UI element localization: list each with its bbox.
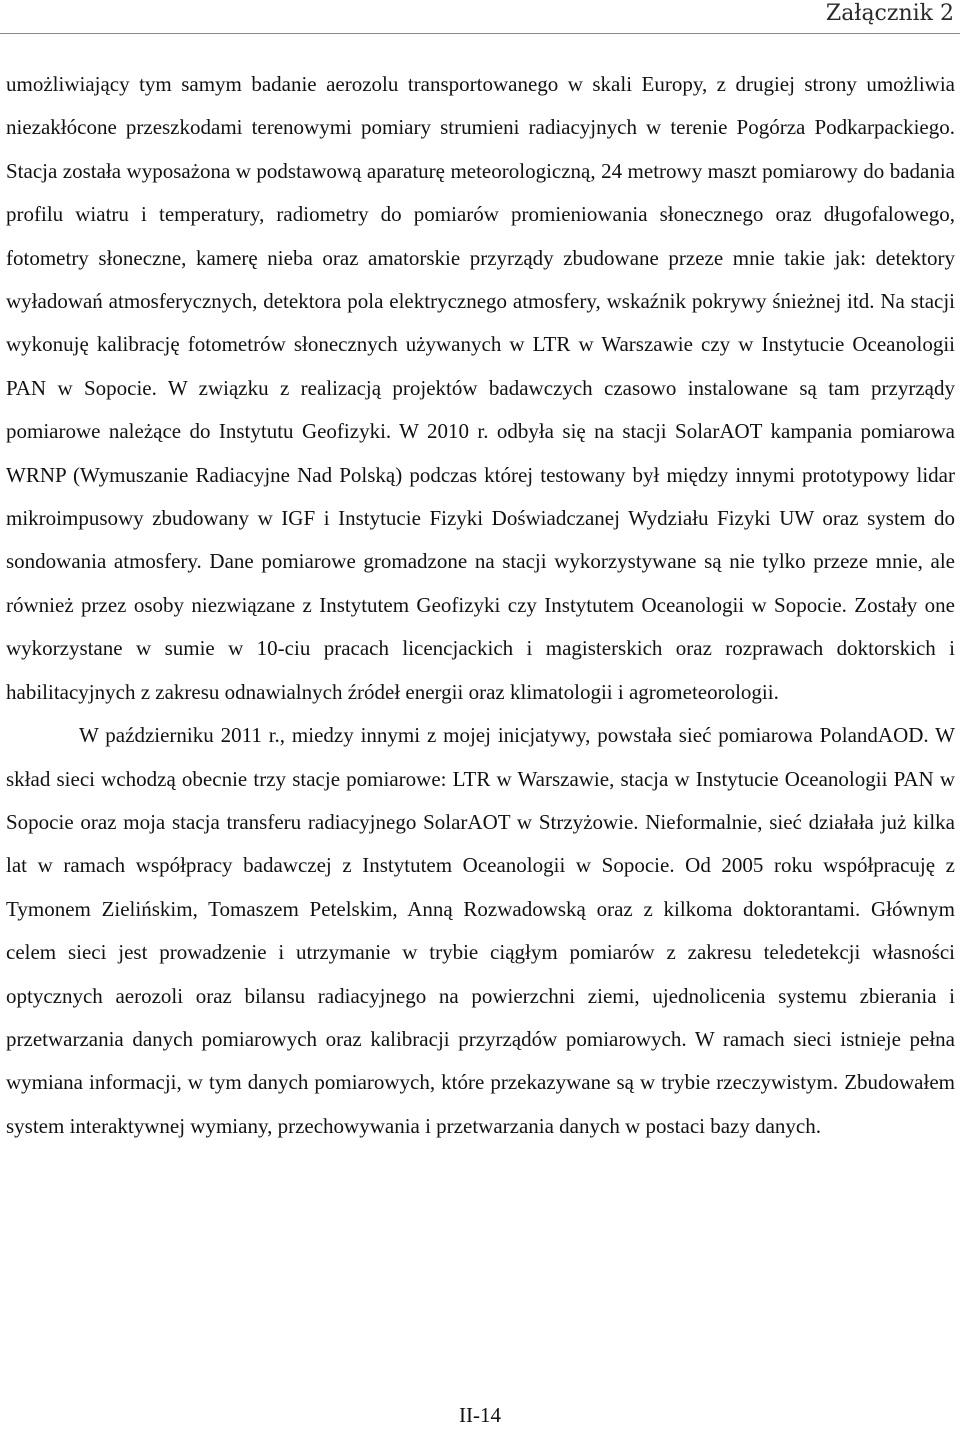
- paragraph: W październiku 2011 r., miedzy innymi z mojej inicjatywy, powstała sieć pomiarowa PolandAOD. W skład sieci wchodzą obecnie trzy stacje pomiarowe: LTR w Warszawie, stacja w Instytucie Oceanologii PAN w Sopocie oraz moja stacja transferu radiacyjnego SolarAOT w Strzyżowie. Nieformalnie, sieć działała już kilka lat w ramach współpracy badawczej z Instytutem Oceanologii w Sopocie. Od 2005 roku współpracuję z Tymonem Zielińskim, Tomaszem Petelskim, Anną Rozwadowską oraz z kilkoma doktorantami. Głównym celem sieci jest prowadzenie i utrzymanie w trybie ciągłym pomiarów z zakresu teledetekcji własności optycznych aerozoli oraz bilansu radiacyjnego na powierzchni ziemi, ujednolicenia systemu zbierania i przetwarzania danych pomiarowych oraz kalibracji przyrządów pomiarowych. W ramach sieci istnieje pełna wymiana informacji, w tym danych pomiarowych, które przekazywane są w trybie rzeczywistym. Zbudowałem system interaktywnej wymiany, przechowywania i przetwarzania danych w postaci bazy danych.: [6, 723, 955, 1138]
- page-number: II-14: [459, 1403, 501, 1427]
- paragraph: umożliwiający tym samym badanie aerozolu transportowanego w skali Europy, z drugiej strony umożliwia niezakłócone przeszkodami terenowymi pomiary strumieni radiacyjnych w terenie Pogórza Podkarpackiego. Stacja została wyposażona w podstawową aparaturę meteorologiczną, 24 metrowy maszt pomiarowy do badania profilu wiatru i temperatury, radiometry do pomiarów promieniowania słonecznego oraz długofalowego, fotometry słoneczne, kamerę nieba oraz amatorskie przyrządy zbudowane przeze mnie takie jak: detektory wyładowań atmosferycznych, detektora pola elektrycznego atmosfery, wskaźnik pokrywy śnieżnej itd. Na stacji wykonuję kalibrację fotometrów słonecznych używanych w LTR w Warszawie czy w Instytucie Oceanologii PAN w Sopocie. W związku z realizacją projektów badawczych czasowo instalowane są tam przyrządy pomiarowe należące do Instytutu Geofizyki. W 2010 r. odbyła się na stacji SolarAOT kampania pomiarowa WRNP (Wymuszanie Radiacyjne Nad Polską) podczas której testowany był między innymi prototypowy lidar mikroimpusowy zbudowany w IGF i Instytucie Fizyki Doświadczanej Wydziału Fizyki UW oraz system do sondowania atmosfery. Dane pomiarowe gromadzone na stacji wykorzystywane są nie tylko przeze mnie, ale również przez osoby niezwiązane z Instytutem Geofizyki czy Instytutem Oceanologii w Sopocie. Zostały one wykorzystane w sumie w 10-ciu pracach licencjackich i magisterskich oraz rozprawach doktorskich i habilitacyjnych z zakresu odnawialnych źródeł energii oraz klimatologii i agrometeorologii.: [6, 72, 955, 704]
- header-divider: [0, 33, 960, 34]
- appendix-label: Załącznik 2: [825, 1, 954, 26]
- document-body: [6, 63, 955, 1148]
